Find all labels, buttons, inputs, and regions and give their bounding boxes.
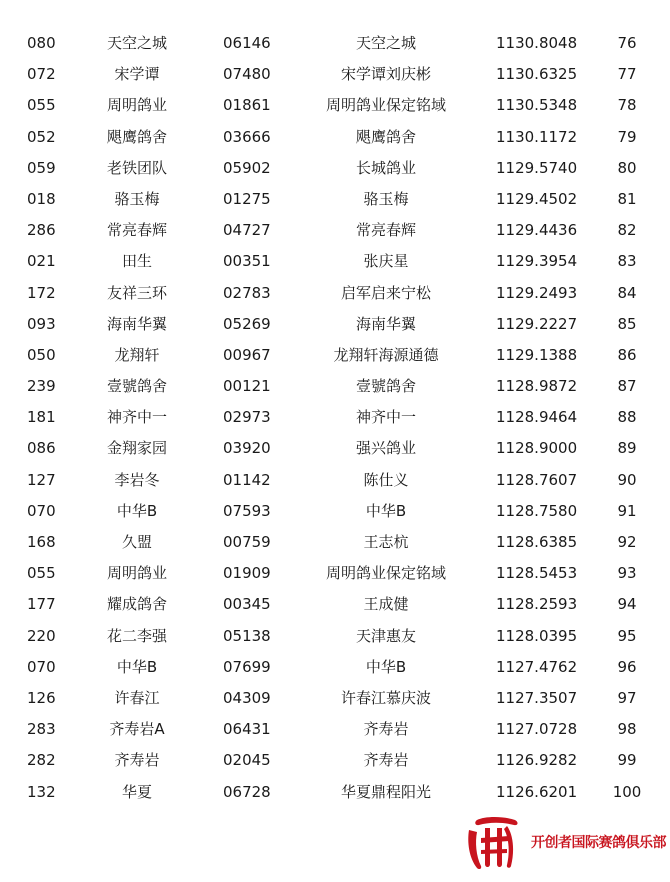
ring-number-cell-text: 07480 [223, 65, 271, 84]
entry-id-cell [27, 527, 56, 558]
team-name-cell-text: 田生 [122, 252, 153, 271]
ring-number-cell [223, 340, 271, 371]
speed-cell [496, 465, 577, 496]
team-name-cell-text: 周明鸽业 [107, 96, 168, 115]
team-name-cell-text: 华夏 [122, 782, 153, 801]
owner-name-cell-text: 许春江慕庆波 [341, 688, 432, 707]
speed-cell-text: 1127.0728 [496, 720, 578, 739]
table-row [0, 558, 670, 589]
table-row [0, 496, 670, 527]
owner-name-cell-text: 天空之城 [356, 34, 417, 52]
owner-name-cell-text: 壹號鸽舍 [356, 377, 417, 396]
speed-cell-text: 1128.5453 [496, 564, 578, 583]
team-name-cell-text: 耀成鸽舍 [107, 595, 168, 614]
rank-cell-text: 90 [617, 470, 637, 489]
table-row [0, 433, 670, 464]
speed-cell-text: 1128.7580 [496, 501, 578, 520]
team-name-cell-text: 齐寿岩A [109, 720, 165, 739]
owner-name-cell-text: 中华B [365, 501, 407, 520]
rank-cell-text: 85 [617, 314, 637, 333]
speed-cell-text: 1127.4762 [496, 657, 578, 676]
ring-number-cell [223, 278, 271, 309]
ring-number-cell [223, 777, 271, 808]
rank-cell-text: 96 [617, 657, 637, 676]
entry-id-cell [27, 652, 56, 683]
ring-number-cell [223, 153, 271, 184]
entry-id-cell [27, 371, 56, 402]
ring-number-cell-text: 06146 [223, 34, 271, 52]
owner-name-cell-text: 周明鸽业保定铭域 [326, 96, 447, 115]
ring-number-cell [223, 309, 271, 340]
entry-id-cell-text: 070 [27, 501, 56, 520]
speed-cell-text: 1128.0395 [496, 626, 578, 645]
entry-id-cell [27, 215, 56, 246]
speed-cell [496, 714, 577, 745]
speed-cell-text: 1130.5348 [496, 96, 578, 115]
speed-cell [496, 122, 577, 153]
entry-id-cell [27, 278, 56, 309]
owner-name-cell-text: 王成健 [363, 595, 409, 614]
team-name-cell-text: 飓鹰鸽舍 [107, 127, 168, 146]
table-row [0, 621, 670, 652]
team-name-cell-text: 齐寿岩 [114, 751, 160, 770]
team-name-cell-text: 许春江 [114, 688, 160, 707]
entry-id-cell [27, 402, 56, 433]
ring-number-cell-text: 06728 [223, 782, 271, 801]
rank-cell-text: 81 [617, 189, 637, 208]
owner-name-cell-text: 飓鹰鸽舍 [356, 127, 417, 146]
speed-cell-text: 1129.1388 [496, 345, 578, 364]
ring-number-cell [223, 558, 271, 589]
ring-number-cell [223, 621, 271, 652]
speed-cell [496, 215, 577, 246]
table-row [0, 589, 670, 620]
rank-cell-text: 80 [617, 158, 637, 177]
entry-id-cell-text: 055 [27, 96, 56, 115]
speed-cell-text: 1126.9282 [496, 751, 578, 770]
speed-cell [496, 28, 577, 59]
table-row [0, 777, 670, 808]
speed-cell [496, 278, 577, 309]
entry-id-cell-text: 086 [27, 439, 56, 458]
speed-cell [496, 184, 577, 215]
table-row [0, 714, 670, 745]
entry-id-cell [27, 59, 56, 90]
table-row [0, 340, 670, 371]
owner-name-cell-text: 启军启来宁松 [341, 283, 432, 302]
speed-cell [496, 558, 577, 589]
ring-number-cell [223, 215, 271, 246]
team-name-cell-text: 友祥三环 [107, 283, 168, 302]
speed-cell-text: 1128.7607 [496, 470, 578, 489]
rank-cell-text: 77 [617, 65, 637, 84]
ring-number-cell [223, 28, 271, 59]
entry-id-cell-text: 093 [27, 314, 56, 333]
rank-cell-text: 95 [617, 626, 637, 645]
speed-cell [496, 246, 577, 277]
ring-number-cell [223, 433, 271, 464]
speed-cell [496, 777, 577, 808]
team-name-cell-text: 久盟 [122, 533, 153, 551]
team-name-cell-text: 壹號鸽舍 [107, 377, 168, 396]
entry-id-cell-text: 055 [27, 564, 56, 583]
table-row [0, 652, 670, 683]
speed-cell-text: 1130.6325 [496, 65, 578, 84]
table-row [0, 184, 670, 215]
owner-name-cell-text: 骆玉梅 [363, 189, 409, 208]
team-name-cell-text: 天空之城 [107, 34, 168, 52]
rank-cell-text: 86 [617, 345, 637, 364]
ring-number-cell-text: 00121 [223, 377, 271, 396]
owner-name-cell-text: 龙翔轩海源通德 [333, 345, 439, 364]
team-name-cell-text: 中华B [116, 501, 158, 520]
team-name-cell-text: 花二李强 [107, 626, 168, 645]
owner-name-cell-text: 齐寿岩 [363, 720, 409, 739]
speed-cell-text: 1130.8048 [496, 34, 578, 52]
ring-number-cell-text: 00351 [223, 252, 271, 271]
table-row [0, 215, 670, 246]
ring-number-cell-text: 07699 [223, 657, 271, 676]
ring-number-cell-text: 02973 [223, 408, 271, 427]
speed-cell [496, 433, 577, 464]
owner-name-cell-text: 神齐中一 [356, 408, 417, 427]
ring-number-cell [223, 714, 271, 745]
speed-cell [496, 309, 577, 340]
ring-number-cell-text: 01909 [223, 564, 271, 583]
speed-cell-text: 1127.3507 [496, 688, 578, 707]
team-name-cell-text: 李岩冬 [114, 470, 160, 489]
entry-id-cell [27, 90, 56, 121]
ring-number-cell-text: 07593 [223, 501, 271, 520]
entry-id-cell-text: 286 [27, 221, 56, 240]
table-row [0, 371, 670, 402]
entry-id-cell [27, 340, 56, 371]
ring-number-cell-text: 04309 [223, 688, 271, 707]
speed-cell-text: 1128.9000 [496, 439, 578, 458]
rank-cell-text: 79 [617, 127, 637, 146]
table-row [0, 28, 670, 59]
entry-id-cell-text: 070 [27, 657, 56, 676]
owner-name-cell-text: 长城鸽业 [356, 158, 417, 177]
owner-name-cell-text: 强兴鸽业 [356, 439, 417, 458]
ring-number-cell-text: 00967 [223, 345, 271, 364]
entry-id-cell-text: 059 [27, 158, 56, 177]
ring-number-cell-text: 02045 [223, 751, 271, 770]
entry-id-cell [27, 496, 56, 527]
rank-cell-text: 83 [617, 252, 637, 271]
speed-cell-text: 1129.3954 [496, 252, 578, 271]
ring-number-cell-text: 03666 [223, 127, 271, 146]
speed-cell [496, 90, 577, 121]
ring-number-cell-text: 05902 [223, 158, 271, 177]
speed-cell-text: 1129.2493 [496, 283, 578, 302]
entry-id-cell-text: 282 [27, 751, 56, 770]
ring-number-cell [223, 589, 271, 620]
entry-id-cell-text: 239 [27, 377, 56, 396]
rank-cell-text: 92 [617, 533, 637, 551]
rank-cell-text: 97 [617, 688, 637, 707]
entry-id-cell-text: 021 [27, 252, 56, 271]
ring-number-cell [223, 527, 271, 558]
ring-number-cell-text: 05269 [223, 314, 271, 333]
team-name-cell-text: 金翔家园 [107, 439, 168, 458]
team-name-cell-text: 中华B [116, 657, 158, 676]
ring-number-cell [223, 59, 271, 90]
entry-id-cell [27, 558, 56, 589]
speed-cell [496, 745, 577, 776]
entry-id-cell [27, 589, 56, 620]
team-name-cell-text: 宋学谭 [114, 65, 160, 84]
ring-number-cell-text: 01861 [223, 96, 271, 115]
ring-number-cell-text: 04727 [223, 221, 271, 240]
rank-cell-text: 100 [612, 782, 642, 801]
team-name-cell-text: 海南华翼 [107, 314, 168, 333]
speed-cell [496, 496, 577, 527]
ring-number-cell [223, 122, 271, 153]
entry-id-cell [27, 28, 56, 59]
speed-cell-text: 1128.2593 [496, 595, 578, 614]
team-name-cell-text: 周明鸽业 [107, 564, 168, 583]
table-row [0, 122, 670, 153]
table-row [0, 246, 670, 277]
entry-id-cell-text: 177 [27, 595, 56, 614]
team-name-cell-text: 神齐中一 [107, 408, 168, 427]
ring-number-cell-text: 01275 [223, 189, 271, 208]
rank-cell-text: 88 [617, 408, 637, 427]
results-table [0, 28, 670, 808]
speed-cell [496, 527, 577, 558]
entry-id-cell [27, 621, 56, 652]
ring-number-cell [223, 745, 271, 776]
entry-id-cell [27, 153, 56, 184]
team-name-cell-text: 老铁团队 [107, 158, 168, 177]
entry-id-cell-text: 052 [27, 127, 56, 146]
ring-number-cell [223, 90, 271, 121]
rank-cell-text: 78 [617, 96, 637, 115]
ring-number-cell [223, 184, 271, 215]
table-row [0, 402, 670, 433]
speed-cell [496, 589, 577, 620]
ring-number-cell [223, 683, 271, 714]
team-name-cell-text: 骆玉梅 [114, 189, 160, 208]
speed-cell-text: 1129.4436 [496, 221, 578, 240]
team-name-cell-text: 常亮春辉 [107, 221, 168, 240]
ring-number-cell-text: 02783 [223, 283, 271, 302]
speed-cell-text: 1129.2227 [496, 314, 578, 333]
entry-id-cell-text: 072 [27, 65, 56, 84]
entry-id-cell-text: 168 [27, 533, 56, 551]
owner-name-cell-text: 常亮春辉 [356, 221, 417, 240]
owner-name-cell-text: 王志杭 [363, 533, 409, 551]
entry-id-cell-text: 283 [27, 720, 56, 739]
ring-number-cell [223, 402, 271, 433]
club-emblem-icon [463, 812, 525, 874]
club-name-text: 开创者国际赛鸽俱乐部 [531, 835, 666, 851]
owner-name-cell-text: 张庆星 [363, 252, 409, 271]
ring-number-cell-text: 06431 [223, 720, 271, 739]
entry-id-cell-text: 172 [27, 283, 56, 302]
entry-id-cell [27, 683, 56, 714]
entry-id-cell [27, 246, 56, 277]
rank-cell-text: 91 [617, 501, 637, 520]
rank-cell-text: 98 [617, 720, 637, 739]
rank-cell-text: 82 [617, 221, 637, 240]
speed-cell [496, 371, 577, 402]
ring-number-cell-text: 05138 [223, 626, 271, 645]
entry-id-cell-text: 220 [27, 626, 56, 645]
ring-number-cell [223, 246, 271, 277]
table-row [0, 278, 670, 309]
ring-number-cell [223, 465, 271, 496]
table-row [0, 309, 670, 340]
rank-cell-text: 93 [617, 564, 637, 583]
rank-cell-text: 99 [617, 751, 637, 770]
table-row [0, 90, 670, 121]
entry-id-cell-text: 018 [27, 189, 56, 208]
speed-cell-text: 1126.6201 [496, 782, 578, 801]
owner-name-cell-text: 华夏鼎程阳光 [341, 782, 432, 801]
speed-cell [496, 59, 577, 90]
rank-cell-text: 84 [617, 283, 637, 302]
team-name-cell-text: 龙翔轩 [114, 345, 160, 364]
speed-cell [496, 153, 577, 184]
speed-cell-text: 1129.5740 [496, 158, 578, 177]
entry-id-cell [27, 745, 56, 776]
entry-id-cell [27, 714, 56, 745]
table-row [0, 527, 670, 558]
speed-cell-text: 1129.4502 [496, 189, 578, 208]
entry-id-cell-text: 127 [27, 470, 56, 489]
entry-id-cell [27, 122, 56, 153]
owner-name-cell-text: 海南华翼 [356, 314, 417, 333]
owner-name-cell-text: 齐寿岩 [363, 751, 409, 770]
entry-id-cell-text: 181 [27, 408, 56, 427]
speed-cell [496, 683, 577, 714]
owner-name-cell-text: 周明鸽业保定铭域 [326, 564, 447, 583]
ring-number-cell-text: 01142 [223, 470, 271, 489]
entry-id-cell-text: 050 [27, 345, 56, 364]
entry-id-cell [27, 465, 56, 496]
entry-id-cell [27, 777, 56, 808]
table-row [0, 59, 670, 90]
rank-cell-text: 76 [617, 34, 637, 52]
ring-number-cell-text: 00345 [223, 595, 271, 614]
ring-number-cell-text: 00759 [223, 533, 271, 551]
rank-cell-text: 89 [617, 439, 637, 458]
club-logo [463, 812, 666, 872]
owner-name-cell-text: 陈仕义 [363, 470, 409, 489]
owner-name-cell-text: 天津惠友 [356, 626, 417, 645]
ring-number-cell-text: 03920 [223, 439, 271, 458]
speed-cell [496, 402, 577, 433]
speed-cell-text: 1128.9464 [496, 408, 578, 427]
entry-id-cell [27, 433, 56, 464]
table-row [0, 745, 670, 776]
ring-number-cell [223, 496, 271, 527]
ring-number-cell [223, 371, 271, 402]
speed-cell [496, 652, 577, 683]
ring-number-cell [223, 652, 271, 683]
rank-cell-text: 94 [617, 595, 637, 614]
speed-cell-text: 1128.9872 [496, 377, 578, 396]
entry-id-cell-text: 126 [27, 688, 56, 707]
rank-cell-text: 87 [617, 377, 637, 396]
entry-id-cell-text: 132 [27, 782, 56, 801]
table-row [0, 465, 670, 496]
entry-id-cell [27, 184, 56, 215]
speed-cell-text: 1130.1172 [496, 127, 578, 146]
table-row [0, 683, 670, 714]
owner-name-cell-text: 宋学谭刘庆彬 [341, 65, 432, 84]
entry-id-cell [27, 309, 56, 340]
entry-id-cell-text: 080 [27, 34, 56, 52]
speed-cell-text: 1128.6385 [496, 533, 578, 551]
owner-name-cell-text: 中华B [365, 657, 407, 676]
speed-cell [496, 621, 577, 652]
table-row [0, 153, 670, 184]
speed-cell [496, 340, 577, 371]
